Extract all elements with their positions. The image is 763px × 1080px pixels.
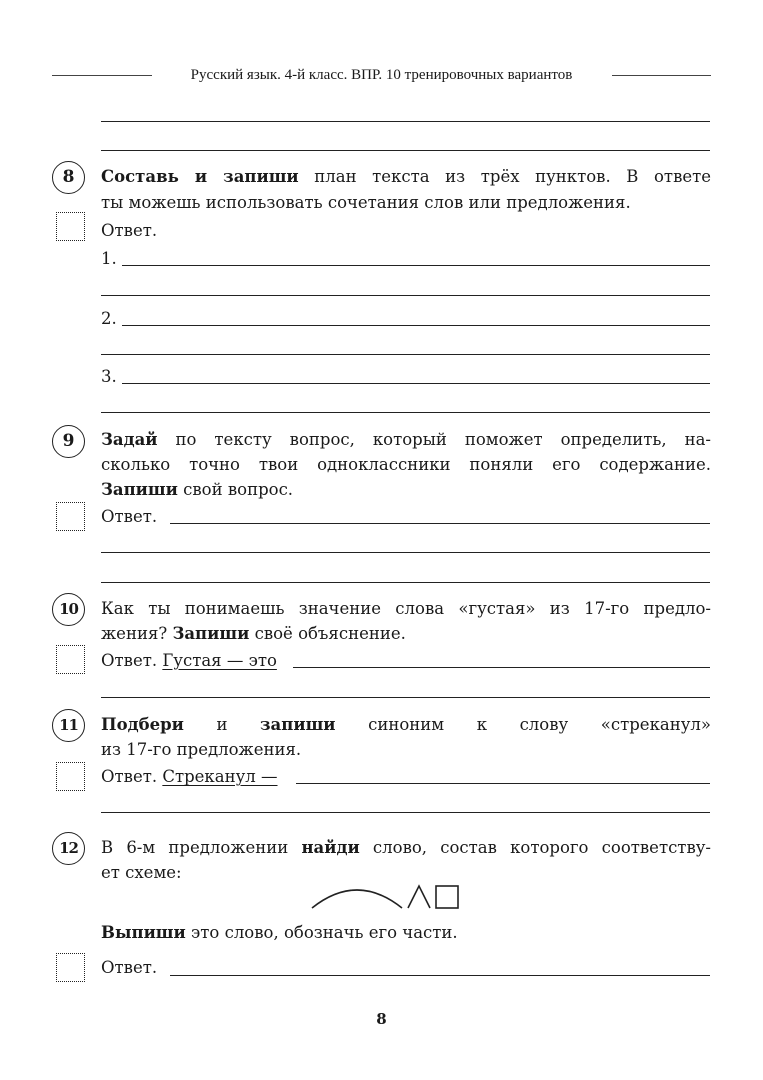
q8-item-1: 1. xyxy=(101,249,117,268)
q12-verb-2: Выпиши xyxy=(101,923,186,942)
q12-answer-line[interactable] xyxy=(170,975,710,976)
answer-line[interactable] xyxy=(101,552,710,553)
q12-line1-text: слово, состав которого соответству- xyxy=(372,838,712,857)
suffix-caret-icon xyxy=(408,886,430,908)
page-header xyxy=(0,66,763,86)
q8-verb: Составь и запиши xyxy=(101,167,299,186)
q10-answer-line[interactable] xyxy=(293,667,710,668)
q11-line1-text: синоним к слову «стреканул» xyxy=(368,715,712,734)
q12-verb: найди xyxy=(301,838,360,857)
q9-line1 xyxy=(101,427,711,453)
root-arc-icon xyxy=(312,890,402,908)
q8-answer-label: Ответ. xyxy=(101,221,158,240)
header-title: Русский язык. 4-й класс. ВПР. 10 тренировочных вариантов xyxy=(183,67,581,83)
q8-item-3-line[interactable] xyxy=(122,383,710,384)
q11-line2: из 17-го предложения. xyxy=(101,740,302,759)
q10-line2 xyxy=(101,621,711,647)
q10-line1: Как ты понимаешь значение слова «густая» из 17-го предло- xyxy=(101,599,711,618)
q11-answer-line[interactable] xyxy=(296,783,710,784)
score-box-8[interactable] xyxy=(56,212,85,241)
answer-line[interactable] xyxy=(101,812,710,813)
q9-line3-text: свой вопрос. xyxy=(183,480,294,499)
q11-answer-prefix: Стреканул — xyxy=(162,767,278,786)
q11-line1 xyxy=(101,712,711,738)
q8-line1-text: план текста из трёх пунктов. В ответе xyxy=(314,167,712,186)
q11-answer xyxy=(101,766,278,788)
q9-line1-text: по тексту вопрос, который поможет определить, на- xyxy=(175,430,711,449)
q10-line2-start: жения? xyxy=(101,624,168,643)
q8-item-1-line[interactable] xyxy=(122,265,710,266)
q11-verb-2: запиши xyxy=(260,715,336,734)
score-box-11[interactable] xyxy=(56,762,85,791)
q8-item-2-line[interactable] xyxy=(122,325,710,326)
score-box-10[interactable] xyxy=(56,645,85,674)
question-number-9: 9 xyxy=(52,425,85,458)
q12-line1-start: В 6-м предложении xyxy=(101,838,289,857)
score-box-9[interactable] xyxy=(56,502,85,531)
q9-answer-label: Ответ. xyxy=(101,507,158,526)
q8-item-3: 3. xyxy=(101,367,117,386)
answer-line[interactable] xyxy=(101,412,710,413)
q9-verb-2: Запиши xyxy=(101,480,178,499)
q12-line3-text: это слово, обозначь его части. xyxy=(191,923,458,942)
q10-verb: Запиши xyxy=(172,624,250,643)
question-number-10: 10 xyxy=(52,593,85,626)
q10-answer-prefix: Густая — это xyxy=(162,651,277,670)
question-number-8: 8 xyxy=(52,161,85,194)
q10-answer xyxy=(101,650,277,672)
question-number-11: 11 xyxy=(52,709,85,742)
q11-verb-1: Подбери xyxy=(101,715,184,734)
question-number-12: 12 xyxy=(52,832,85,865)
q8-line2: ты можешь использовать сочетания слов или предложения. xyxy=(101,193,631,212)
q9-answer-line[interactable] xyxy=(170,523,710,524)
answer-line[interactable] xyxy=(101,121,710,122)
answer-line[interactable] xyxy=(101,582,710,583)
ending-square-icon xyxy=(436,886,458,908)
q10-line2-text: своё объяснение. xyxy=(254,624,406,643)
score-box-12[interactable] xyxy=(56,953,85,982)
q12-line1 xyxy=(101,835,711,861)
answer-line[interactable] xyxy=(101,295,710,296)
morpheme-scheme xyxy=(310,880,460,912)
q8-line1 xyxy=(101,164,711,190)
q11-answer-label: Ответ. xyxy=(101,767,158,786)
q9-line3 xyxy=(101,477,711,503)
q8-item-2: 2. xyxy=(101,309,117,328)
answer-line[interactable] xyxy=(101,354,710,355)
answer-line[interactable] xyxy=(101,697,710,698)
page-number: 8 xyxy=(376,1010,387,1028)
q11-conj: и xyxy=(216,715,228,734)
q10-answer-label: Ответ. xyxy=(101,651,158,670)
q12-line3 xyxy=(101,920,711,946)
q12-line2: ет схеме: xyxy=(101,863,182,882)
q9-line2: сколько точно твои одноклассники поняли его содержание. xyxy=(101,455,711,474)
q12-answer-label: Ответ. xyxy=(101,958,158,977)
answer-line[interactable] xyxy=(101,150,710,151)
q9-verb: Задай xyxy=(101,430,158,449)
